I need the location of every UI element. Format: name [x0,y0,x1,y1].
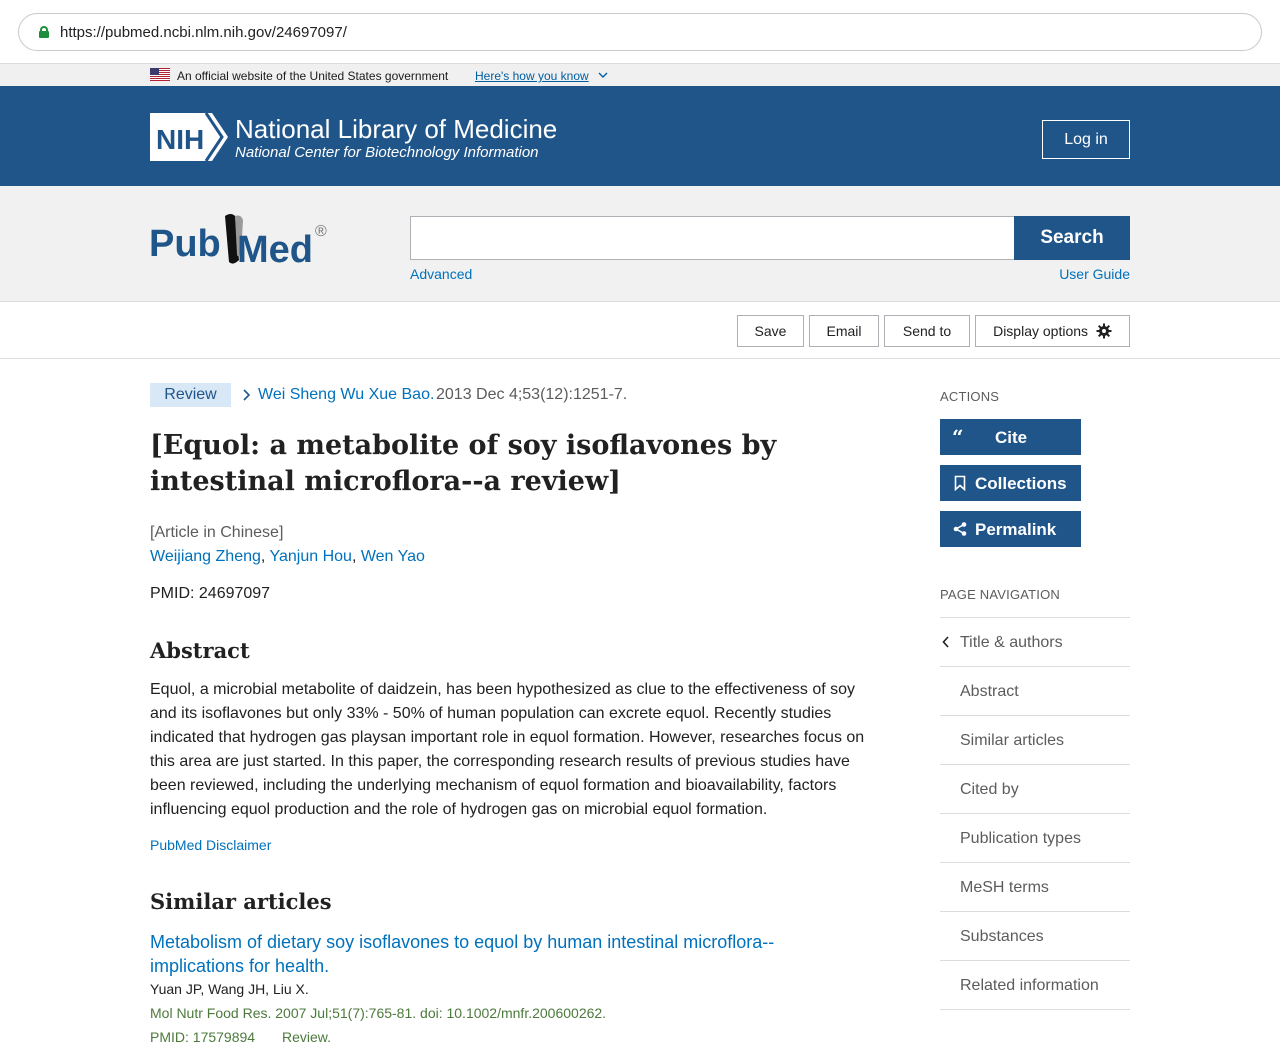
pubmed-logo[interactable] [149,210,334,276]
author-link[interactable]: Wen Yao [360,548,425,565]
similar-articles-heading: Similar articles [150,889,332,914]
nlm-title[interactable]: National Library of Medicine [235,114,558,144]
pmid: PMID: 24697097 [150,585,271,602]
pubmed-logo-text-left: Pub [149,223,221,265]
publication-type-badge: Review [150,383,231,407]
nih-logo[interactable] [150,113,228,161]
similar-article-authors: Yuan JP, Wang JH, Liu X. [150,981,309,997]
lock-icon [39,26,49,38]
svg-text:“: “ [952,429,964,445]
permalink-label: Permalink [975,520,1057,539]
author-link[interactable]: Yanjun Hou [269,548,352,565]
share-icon [952,521,968,537]
journal-link[interactable]: Wei Sheng Wu Xue Bao. [258,386,435,403]
heres-how-you-know-link[interactable]: Here's how you know [475,69,589,83]
author-list: Weijiang Zheng, Yanjun Hou, Wen Yao [150,548,425,565]
nav-item-title-authors[interactable]: Title & authors [940,618,1130,667]
search-button[interactable]: Search [1014,216,1130,260]
chevron-down-icon[interactable] [598,70,608,80]
nav-item-mesh-terms[interactable]: MeSH terms [940,863,1130,912]
abstract-text: Equol, a microbial metabolite of daidzein, has been hypothesized as clue to the effectiveness of soy and its isoflavones but only 33% - 50% of human population can excrete equol. Recently studies indicated that hydrogen gas playsan important role in equol formation. However, researches focus on this area are just started. In this paper, the corresponding research results of previous studies have been reviewed, including the underlying mechanism of equol formation and bioavailability, factors influencing equol production and the role of hydrogen gas on microbial equol formation. [150,681,865,818]
display-options-button[interactable] [975,315,1130,347]
permalink-button[interactable] [940,511,1081,547]
nav-item-publication-types[interactable]: Publication types [940,814,1130,863]
send-to-button[interactable]: Send to [884,315,970,347]
language-note: [Article in Chinese] [150,524,284,541]
bookmark-icon [952,475,968,491]
search-band [0,186,1280,302]
gov-banner [0,63,1280,86]
nih-header [0,86,1280,186]
email-button[interactable]: Email [809,315,879,347]
cite-label: Cite [995,428,1028,447]
collections-label: Collections [975,474,1067,493]
pubmed-disclaimer-link[interactable]: PubMed Disclaimer [150,837,272,853]
similar-article-title-link[interactable]: Metabolism of dietary soy isoflavones to equol by human intestinal microflora--implications for health. [150,932,775,976]
nav-item-substances[interactable]: Substances [940,912,1130,961]
nih-logo-text: NIH [156,124,205,155]
save-button[interactable]: Save [737,315,804,347]
nav-item-related-information[interactable]: Related information [940,961,1130,1010]
gear-icon [1096,323,1112,339]
registered-mark: ® [315,223,327,240]
nav-item-abstract[interactable]: Abstract [940,667,1130,716]
ncbi-subtitle: National Center for Biotechnology Information [235,144,539,161]
article-toolbar [0,302,1280,359]
display-options-label: Display options [993,323,1089,339]
actions-heading: ACTIONS [940,389,1000,404]
advanced-search-link[interactable]: Advanced [410,266,473,282]
user-guide-link[interactable]: User Guide [1059,266,1130,282]
browser-chrome [0,0,1280,63]
us-flag-icon [150,68,170,81]
similar-article-pmid: PMID: 17579894 [150,1029,256,1045]
search-input[interactable] [410,216,1015,260]
url-text[interactable]: https://pubmed.ncbi.nlm.nih.gov/24697097/ [60,24,347,41]
pubmed-logo-text-right: Med [237,229,313,271]
page-navigation-heading: PAGE NAVIGATION [940,587,1061,602]
abstract-heading: Abstract [150,638,250,663]
similar-article-type: Review. [282,1029,332,1045]
collections-button[interactable] [940,465,1081,501]
chevron-left-icon [942,636,950,648]
page-navigation [940,617,1130,1010]
quote-icon [952,429,968,445]
author-link[interactable]: Weijiang Zheng [150,548,261,565]
chevron-right-icon[interactable] [241,389,251,401]
article-title: [Equol: a metabolite of soy isoflavones by intestinal microflora--a review] [150,430,777,497]
gov-banner-text: An official website of the United States government [177,69,449,83]
journal-citation: 2013 Dec 4;53(12):1251-7. [436,386,628,403]
cite-button[interactable] [940,419,1081,455]
nav-item-similar-articles[interactable]: Similar articles [940,716,1130,765]
address-bar[interactable] [18,13,1262,51]
login-button[interactable]: Log in [1042,120,1130,159]
nav-item-cited-by[interactable]: Cited by [940,765,1130,814]
similar-article-citation: Mol Nutr Food Res. 2007 Jul;51(7):765-81. doi: 10.1002/mnfr.200600262. [150,1005,607,1021]
